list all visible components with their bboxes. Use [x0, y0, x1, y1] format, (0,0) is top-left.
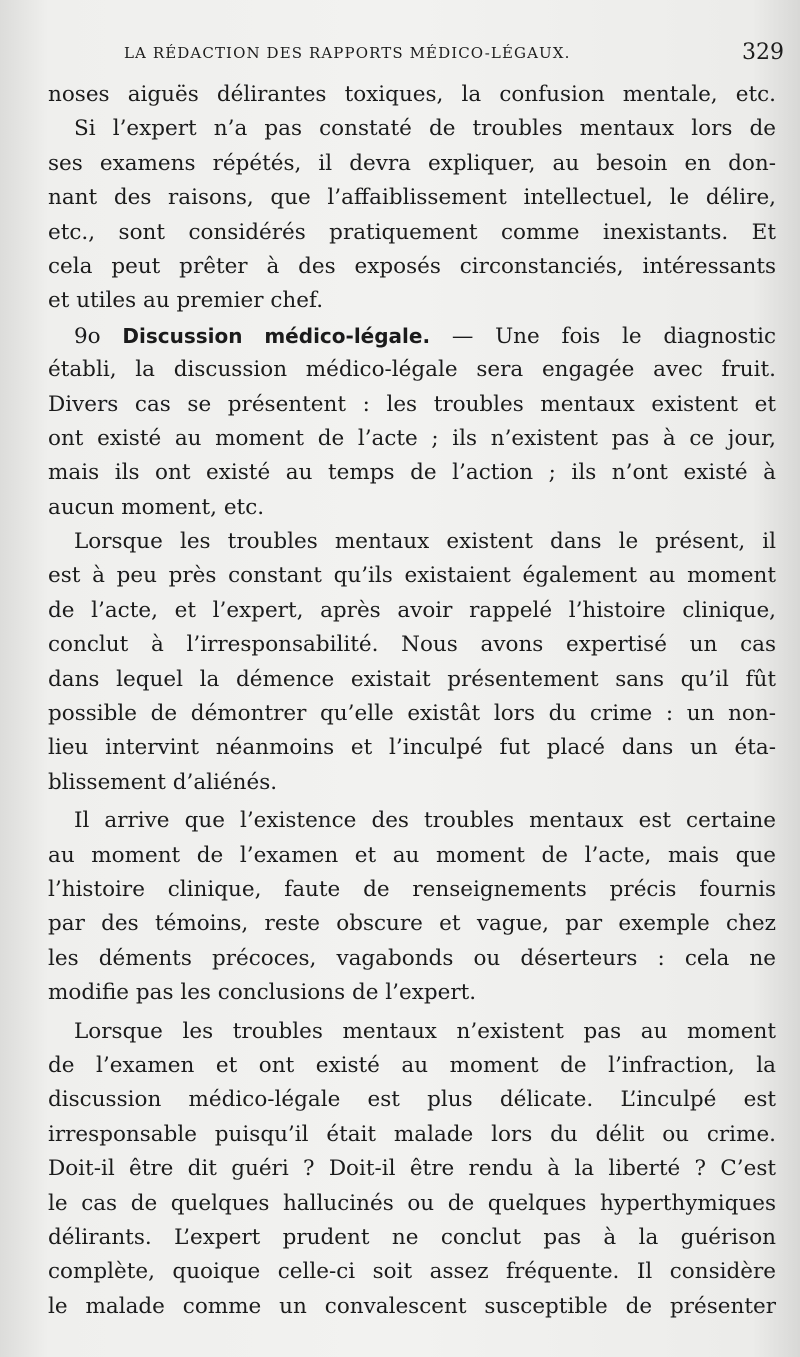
text-line: Doit-il être dit guéri ? Doit-il être rendu à la liberté ? C’est [48, 1156, 776, 1182]
text-line: Lorsque les troubles mentaux existent dans le présent, il [74, 529, 776, 555]
text-line: les déments précoces, vagabonds ou déserteurs : cela ne [48, 945, 776, 971]
text-line: possible de démontrer qu’elle existât lors du crime : un non- [48, 701, 776, 727]
text-line: mais ils ont existé au temps de l’action ; ils n’ont existé à [48, 460, 776, 486]
text-run: — Une fois le diagnostic [430, 323, 776, 349]
text-line: Lorsque les troubles mentaux n’existent pas au moment [74, 1018, 776, 1044]
running-head: LA RÉDACTION DES RAPPORTS MÉDICO-LÉGAUX. [124, 44, 571, 62]
text-line: de l’examen et ont existé au moment de l’infraction, la [48, 1052, 776, 1078]
text-line: etc., sont considérés pratiquement comme inexistants. Et [48, 219, 776, 245]
text-line: lieu intervint néanmoins et l’inculpé fut placé dans un éta- [48, 735, 776, 761]
section-heading-line [48, 319, 776, 353]
text-line: par des témoins, reste obscure et vague, par exemple chez [48, 911, 776, 937]
section-heading: Discussion médico-légale. [122, 323, 431, 348]
text-line: complète, quoique celle-ci soit assez fréquente. Il considère [48, 1259, 776, 1285]
body-text [48, 78, 776, 1324]
page-header [124, 40, 784, 74]
text-line: noses aiguës délirantes toxiques, la confusion mentale, etc. [48, 82, 776, 107]
text-line: de l’acte, et l’expert, après avoir rappelé l’histoire clinique, [48, 597, 776, 623]
text-line: nant des raisons, que l’affaiblissement intellectuel, le délire, [48, 185, 776, 211]
text-line: délirants. L’expert prudent ne conclut pas à la guérison [48, 1224, 776, 1250]
text-line: cela peut prêter à des exposés circonstanciés, intéressants [48, 253, 776, 279]
text-line: conclut à l’irresponsabilité. Nous avons expertisé un cas [48, 632, 776, 658]
text-line: au moment de l’examen et au moment de l’acte, mais que [48, 842, 776, 868]
text-line: aucun moment, etc. [48, 494, 265, 520]
text-line: ont existé au moment de l’acte ; ils n’existent pas à ce jour, [48, 425, 776, 451]
text-line: établi, la discussion médico-légale sera engagée avec fruit. [48, 357, 776, 383]
section-number: 9o [74, 323, 101, 349]
text-line: blissement d’aliénés. [48, 769, 278, 795]
text-line: est à peu près constant qu’ils existaient également au moment [48, 563, 776, 589]
text-line: Si l’expert n’a pas constaté de troubles mentaux lors de [74, 116, 776, 142]
text-line: discussion médico-légale est plus délicate. L’inculpé est [48, 1087, 776, 1113]
text-line: le cas de quelques hallucinés ou de quelques hyperthymiques [48, 1190, 776, 1216]
text-line: modifie pas les conclusions de l’expert. [48, 980, 477, 1006]
text-line: ses examens répétés, il devra expliquer, au besoin en don- [48, 150, 776, 176]
text-line: Il arrive que l’existence des troubles mentaux est certaine [74, 808, 776, 834]
page-number: 329 [742, 40, 784, 65]
text-line: l’histoire clinique, faute de renseignements précis fournis [48, 876, 776, 902]
text-line: Divers cas se présentent : les troubles mentaux existent et [48, 391, 776, 417]
text-line: et utiles au premier chef. [48, 288, 324, 314]
text-line: irresponsable puisqu’il était malade lors du délit ou crime. [48, 1121, 776, 1147]
text-line: dans lequel la démence existait présentement sans qu’il fût [48, 666, 776, 692]
text-line: le malade comme un convalescent susceptible de présenter [48, 1293, 776, 1319]
